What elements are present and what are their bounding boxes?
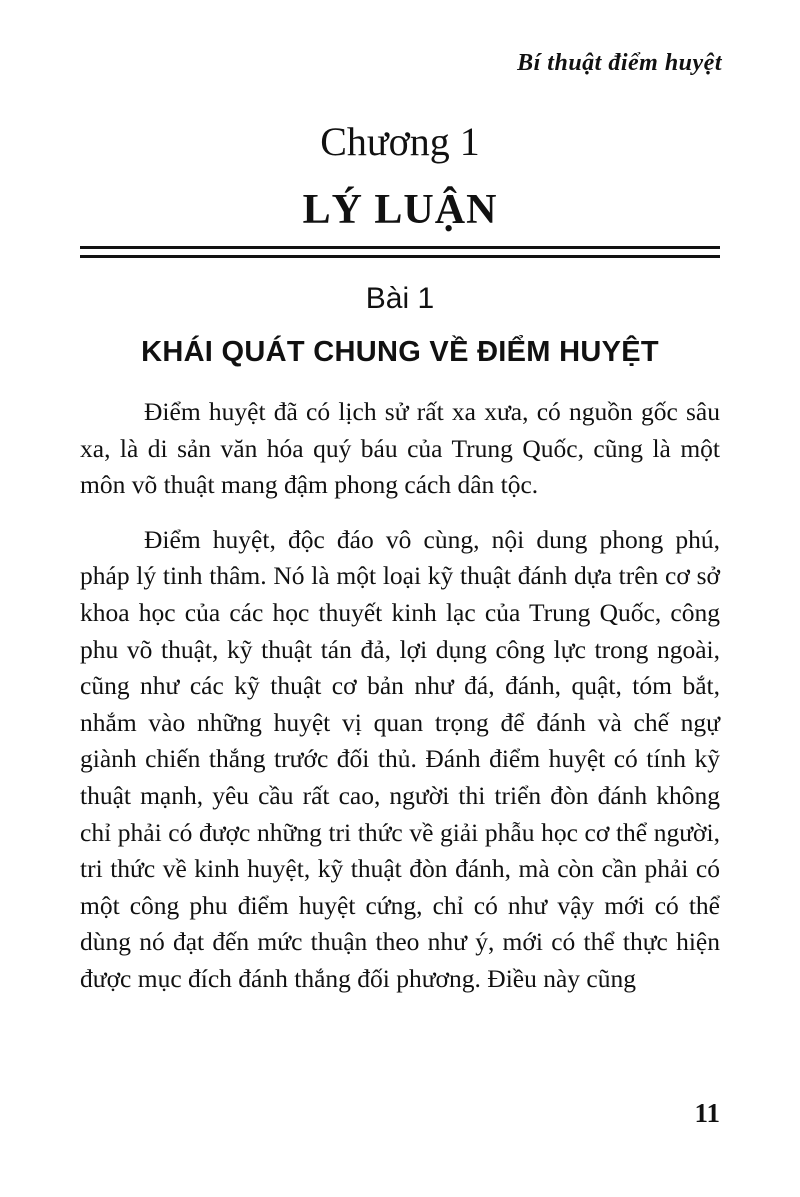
rule-line-bottom xyxy=(80,255,720,258)
chapter-number: Chương 1 xyxy=(320,119,480,164)
body-paragraph: Điểm huyệt đã có lịch sử rất xa xưa, có nguồn gốc sâu xa, là di sản văn hóa quý báu của Trung Quốc, cũng là một môn võ thuật mang đậm phong cách dân tộc. xyxy=(80,397,720,500)
lesson-title: KHÁI QUÁT CHUNG VỀ ĐIỂM HUYỆT xyxy=(141,336,659,368)
page-number: 11 xyxy=(694,1098,720,1128)
lesson-number: Bài 1 xyxy=(365,282,435,315)
chapter-title: LÝ LUẬN xyxy=(302,187,498,233)
rule-line-top xyxy=(80,246,720,249)
body-paragraph: Điểm huyệt, độc đáo vô cùng, nội dung phong phú, pháp lý tinh thâm. Nó là một loại kỹ thuật đánh dựa trên cơ sở khoa học của các học thuyết kinh lạc của Trung Quốc, công phu võ thuật, kỹ thuật tán đả, lợi dụng công lực trong ngoài, cũng như các kỹ thuật cơ bản như đá, đánh, quật, tóm bắt, nhắm vào những huyệt vị quan trọng để đánh và chế ngự giành chiến thắng trước đối thủ. Đánh điểm huyệt có tính kỹ thuật mạnh, yêu cầu rất cao, người thi triển đòn đánh không chỉ phải có được những tri thức về giải phẫu học cơ thể người, tri thức về kinh huyệt, kỹ thuật đòn đánh, mà còn cần phải có một công phu điểm huyệt cứng, chỉ có như vậy mới có thể dùng nó đạt đến mức thuận theo như ý, mới có thể thực hiện được mục đích đánh thắng đối phương. Điều này cũng xyxy=(80,524,720,993)
body-text xyxy=(80,394,720,1016)
double-rule-divider xyxy=(80,246,720,260)
running-header: Bí thuật điểm huyệt xyxy=(517,50,722,76)
